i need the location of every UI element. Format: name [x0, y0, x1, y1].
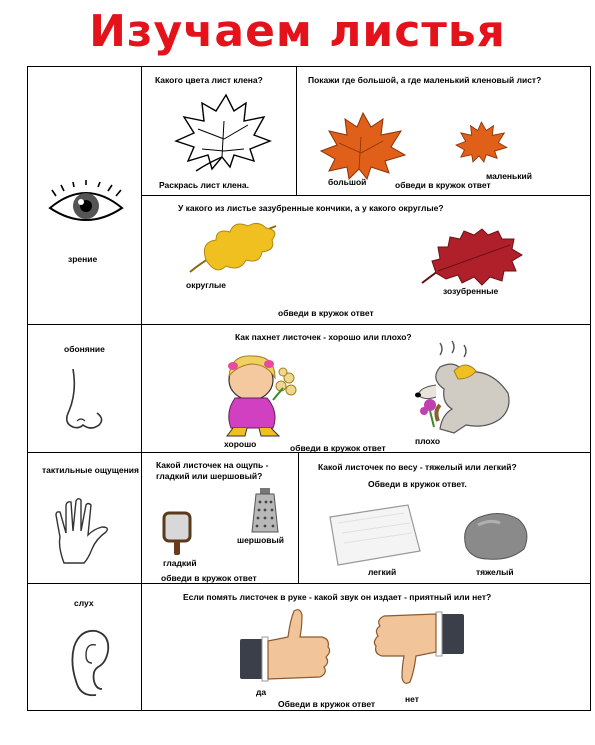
task4-instruction: обведи в кружок ответ: [290, 443, 386, 453]
task1-caption: Раскрась лист клена.: [159, 180, 249, 190]
smooth-mirror[interactable]: [161, 511, 195, 557]
task7-question: Если помять листочек в руке - какой звук он издает - приятный или нет?: [183, 592, 492, 602]
light-paper-sheet[interactable]: [324, 503, 424, 567]
ear-icon: [66, 627, 112, 699]
task3-instruction: обведи в кружок ответ: [278, 308, 374, 318]
thumbs-up-icon[interactable]: [238, 607, 334, 683]
task2-instruction: обведи в кружок ответ: [395, 180, 491, 190]
row-divider: [141, 195, 591, 196]
task7-no-label: нет: [405, 694, 419, 704]
task1-question: Какого цвета лист клена?: [155, 75, 263, 85]
sense-smell-label: обоняние: [64, 344, 105, 354]
task5-smooth-label: гладкий: [163, 558, 197, 568]
cell-divider: [298, 452, 299, 583]
nose-icon: [61, 367, 111, 437]
task3-round-label: округлые: [186, 280, 226, 290]
task2-question: Покажи где большой, а где маленький кленовый лист?: [308, 75, 542, 85]
worksheet-table: [27, 66, 591, 711]
task5-rough-label: шершовый: [237, 535, 284, 545]
row-divider: [28, 324, 591, 325]
column-divider: [141, 67, 142, 711]
task6-instruction: Обведи в кружок ответ.: [368, 479, 467, 489]
task4-question: Как пахнет листочек - хорошо или плохо?: [235, 332, 412, 342]
task6-light-label: легкий: [368, 567, 397, 577]
sense-sight-label: зрение: [68, 254, 98, 264]
thumbs-down-icon[interactable]: [370, 610, 466, 686]
task2-small-label: маленький: [486, 171, 532, 181]
task5-instruction: обведи в кружок ответ: [161, 573, 257, 583]
task4-bad-label: плохо: [415, 436, 441, 446]
task2-big-label: большой: [328, 177, 367, 187]
small-maple-leaf[interactable]: [456, 120, 508, 164]
task5-question: Какой листочек на ощупь - гладкий или шершовый?: [156, 460, 269, 481]
round-leaf[interactable]: [186, 220, 282, 276]
task3-jagged-label: зозубренные: [443, 286, 499, 296]
task6-question: Какой листочек по весу - тяжелый или легкий?: [318, 462, 517, 472]
sense-touch-label: тактильные ощущения: [42, 465, 139, 475]
hand-icon: [50, 497, 118, 567]
maple-leaf-outline[interactable]: [168, 91, 278, 173]
big-maple-leaf[interactable]: [321, 111, 407, 181]
heavy-stone[interactable]: [460, 511, 530, 561]
jagged-leaf[interactable]: [418, 227, 524, 289]
task7-instruction: Обведи в кружок ответ: [278, 699, 376, 709]
task4-good-label: хорошо: [224, 439, 257, 449]
cell-divider: [296, 67, 297, 195]
task3-question: У какого из листье зазубренные кончики, а у какого округлые?: [178, 203, 444, 213]
row-divider: [28, 583, 591, 584]
task6-heavy-label: тяжелый: [476, 567, 514, 577]
sense-hearing-label: слух: [74, 598, 94, 608]
rough-grater[interactable]: [250, 486, 280, 534]
girl-smelling-flowers[interactable]: [221, 350, 301, 436]
task7-yes-label: да: [256, 687, 267, 697]
eye-icon: [46, 182, 126, 232]
page-title: Изучаем листья: [89, 6, 506, 57]
dog-with-smelly-flower[interactable]: [400, 349, 512, 439]
